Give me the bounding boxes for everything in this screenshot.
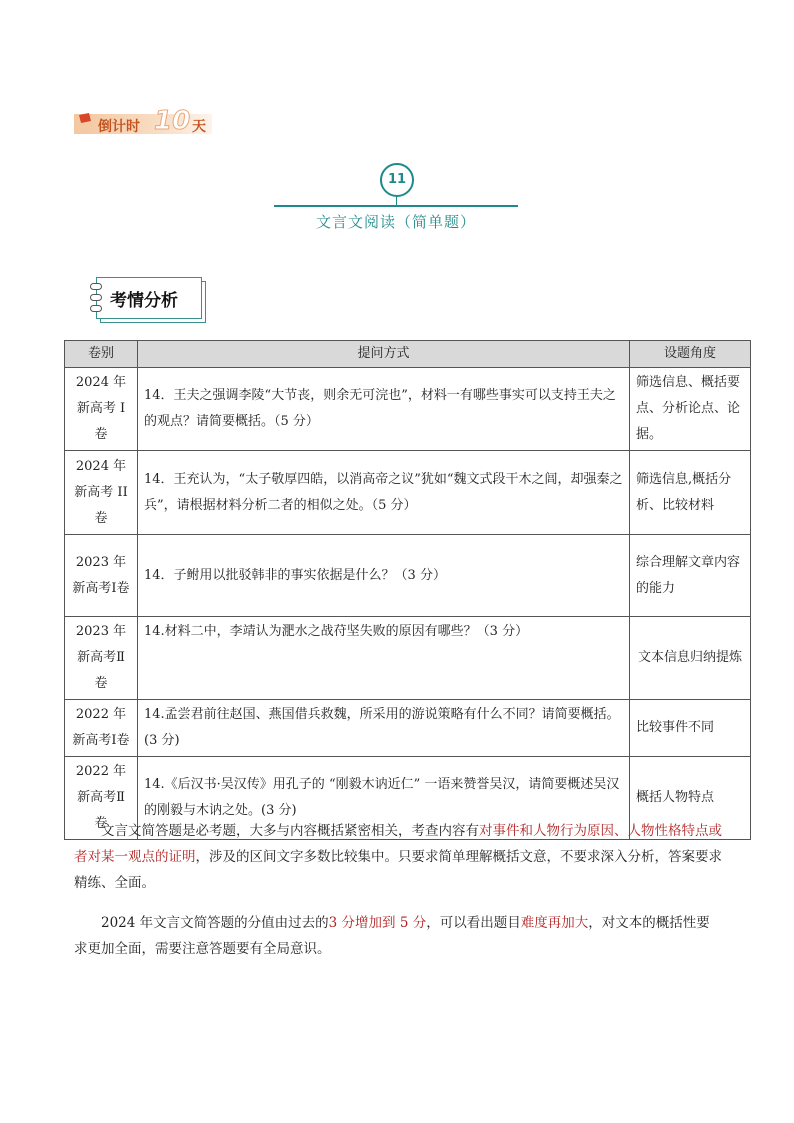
row-year: 2023 年新高考Ⅱ卷 [65,617,138,700]
table-row [65,535,751,617]
paragraph-summary [74,818,722,896]
flag-icon [78,112,92,126]
row-angle: 筛选信息,概括分析、比较材料 [630,451,751,535]
row-year: 2022 年新高考Ⅰ卷 [65,700,138,757]
binder-ring-icon [90,294,102,301]
row-question: 14.孟尝君前往赵国、燕国借兵救魏，所采用的游说策略有什么不同？请简要概括。(3 分) [138,700,630,757]
table-row [65,451,751,535]
exam-table [64,340,751,840]
table-row [65,700,751,757]
para2-text-a: 2024 年文言文简答题的分值由过去的 [101,915,329,931]
row-question: 14.《后汉书·吴汉传》用孔子的 “刚毅木讷近仁” 一语来赞誉吴汉，请简要概述吴汉的刚毅与木讷之处。(3 分) [138,757,630,840]
row-angle: 综合理解文章内容的能力 [630,535,751,617]
para2-text-e: ，对文本的概括性要求更加全面，需要注意答题要有全局意识。 [74,915,710,957]
para1-text-c: ，涉及的区间文字多数比较集中。只要求简单理解概括文意，不要求深入分析，答案要求精练、全面。 [74,849,722,891]
section-number: 11 [380,163,414,197]
row-angle: 文本信息归纳提炼 [630,617,751,700]
row-angle: 筛选信息、概括要点、分析论点、论据。 [630,368,751,451]
section-stem [396,197,397,205]
countdown-number: 10 [154,106,191,136]
para2-highlight-score: 3 分增加到 5 分 [328,915,427,931]
row-year: 2023 年新高考Ⅰ卷 [65,535,138,617]
paragraph-trend [74,910,722,962]
row-question: 14．王充认为，“太子敬厚四皓，以消高帝之议”犹如“魏文式段干木之闾，却强秦之兵”，请根据材料分析二者的相似之处。（5 分） [138,451,630,535]
row-angle: 比较事件不同 [630,700,751,757]
analysis-heading [96,277,200,317]
para2-text-c: ，可以看出题目 [426,915,521,931]
para1-text-a: 文言文简答题是必考题，大多与内容概括紧密相关，考查内容有 [101,823,479,839]
section-divider [274,205,518,207]
countdown-suffix: 天 [192,119,206,135]
row-year: 2024 年新高考 I 卷 [65,368,138,451]
binder-ring-icon [90,283,102,290]
header-angle: 设题角度 [630,341,751,368]
analysis-label: 考情分析 [110,291,178,311]
para1-highlight: 对事件和人物行为原因、人物性格特点或者对某一观点的证明 [74,823,722,865]
table-row [65,617,751,700]
row-question: 14．王夫之强调李陵“大节丧，则余无可浣也”，材料一有哪些事实可以支持王夫之的观点？请简要概括。（5 分） [138,368,630,451]
table-header-row [65,341,751,368]
section-title: 文言文阅读（简单题） [315,213,476,231]
row-question: 14．子鲋用以批驳韩非的事实依据是什么？（3 分） [138,535,630,617]
countdown-banner [74,106,214,136]
row-angle: 概括人物特点 [630,757,751,840]
table-row [65,368,751,451]
header-year: 卷别 [65,341,138,368]
row-year: 2022 年新高考Ⅱ卷 [65,757,138,840]
para2-highlight-difficulty: 难度再加大 [520,915,589,931]
countdown-prefix: 倒计时 [98,119,140,135]
binder-ring-icon [90,305,102,312]
row-question: 14.材料二中，李靖认为淝水之战苻坚失败的原因有哪些？（3 分） [138,617,630,700]
header-question: 提问方式 [138,341,630,368]
row-year: 2024 年新高考 II 卷 [65,451,138,535]
